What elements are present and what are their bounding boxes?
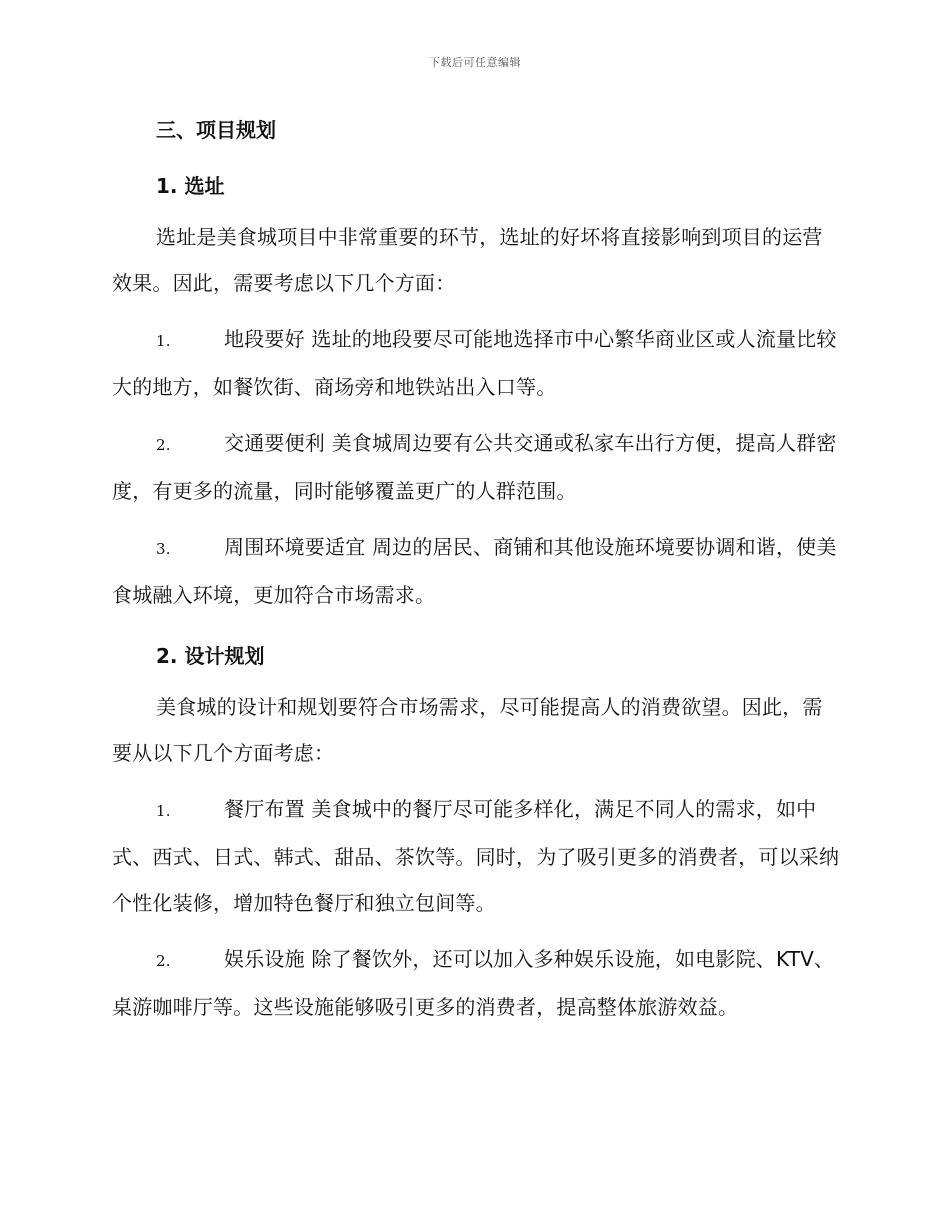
site-intro: 选址是美食城项目中非常重要的环节，选址的好坏将直接影响到项目的运营效果。因此，需要考虑以下几个方面： <box>112 225 823 295</box>
list-item-title: 餐厅布置 <box>224 797 305 821</box>
design-intro: 美食城的设计和规划要符合市场需求，尽可能提高人的消费欲望。因此，需要从以下几个方面考虑： <box>112 695 823 765</box>
list-item <box>112 786 842 926</box>
list-item <box>112 524 842 618</box>
list-item-title: 娱乐设施 <box>224 947 305 971</box>
section-title: 三、项目规划 <box>156 118 276 142</box>
list-item-title: 地段要好 <box>224 327 305 351</box>
list-item-number: 1. <box>156 332 171 350</box>
list-item <box>112 316 842 410</box>
list-item-desc: 除了餐饮外，还可以加入多种娱乐设施，如电影院、KTV、桌游咖啡厅等。这些设施能够吸引更多的消费者，提高整体旅游效益。 <box>112 947 835 1019</box>
list-item-number: 2. <box>156 952 171 970</box>
list-item-number: 1. <box>156 802 171 820</box>
document-body <box>112 112 842 1030</box>
list-item-desc: 选址的地段要尽可能地选择市中心繁华商业区或人流量比较大的地方，如餐饮街、商场旁和地铁站出入口等。 <box>112 327 837 399</box>
design-heading: 2. 设计规划 <box>156 644 265 668</box>
site-heading: 1. 选址 <box>156 174 225 198</box>
list-item <box>112 420 842 514</box>
list-item-desc: 美食城周边要有公共交通或私家车出行方便，提高人群密度，有更多的流量，同时能够覆盖更广的人群范围。 <box>112 431 837 503</box>
list-item-title: 交通要便利 <box>224 431 325 455</box>
header-note: 下载后可任意编辑 <box>429 56 521 69</box>
list-item-desc: 周边的居民、商铺和其他设施环境要协调和谐，使美食城融入环境，更加符合市场需求。 <box>112 535 837 607</box>
list-item-number: 2. <box>156 436 171 454</box>
list-item <box>112 936 842 1030</box>
list-item-number: 3. <box>156 540 171 558</box>
list-item-desc: 美食城中的餐厅尽可能多样化，满足不同人的需求，如中式、西式、日式、韩式、甜品、茶饮等。同时，为了吸引更多的消费者，可以采纳个性化装修，增加特色餐厅和独立包间等。 <box>112 797 840 915</box>
list-item-title: 周围环境要适宜 <box>224 535 366 559</box>
